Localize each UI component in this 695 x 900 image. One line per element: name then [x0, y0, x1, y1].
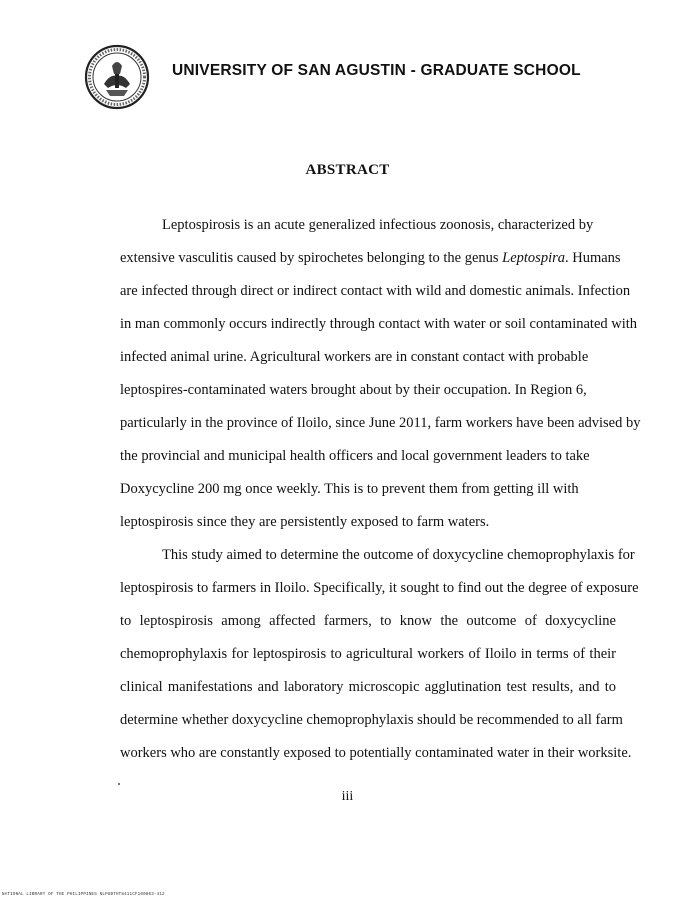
- paragraph-line: leptospirosis since they are persistently exposed to farm waters.: [120, 514, 490, 530]
- paragraph-line: particularly in the province of Iloilo, since June 2011, farm workers have been advised by: [120, 415, 641, 431]
- paragraph-line: Leptospirosis is an acute generalized infectious zoonosis, characterized by: [162, 217, 594, 233]
- paragraph-line: chemoprophylaxis for leptospirosis to agricultural workers of Iloilo in terms of their: [120, 646, 616, 662]
- paragraph-line-text: extensive vasculitis caused by spirochetes belonging to the genus: [120, 250, 503, 266]
- abstract-heading: ABSTRACT: [305, 162, 390, 178]
- paragraph-line: in man commonly occurs indirectly through contact with water or soil contaminated with: [120, 316, 638, 332]
- paragraph-line: This study aimed to determine the outcome of doxycycline chemoprophylaxis for: [162, 547, 635, 563]
- paragraph-line: Doxycycline 200 mg once weekly. This is to prevent them from getting ill with: [120, 481, 579, 497]
- paragraph-line-text: . Humans: [565, 250, 621, 266]
- paragraph-line: leptospires-contaminated waters brought about by their occupation. In Region 6,: [120, 382, 587, 398]
- genus-name: Leptospira: [502, 250, 565, 266]
- paragraph-line: are infected through direct or indirect contact with wild and domestic animals. Infection: [120, 283, 631, 299]
- page-number: iii: [341, 789, 354, 804]
- university-seal-icon: [84, 44, 150, 110]
- paragraph-line: determine whether doxycycline chemoprophylaxis should be recommended to all farm: [120, 712, 623, 728]
- paragraph-line: workers who are constantly exposed to potentially contaminated water in their worksite.: [120, 745, 632, 761]
- paragraph-line: the provincial and municipal health officers and local government leaders to take: [120, 448, 590, 464]
- scan-speck: [118, 783, 120, 785]
- footer-stamp: NATIONAL LIBRARY OF THE PHILIPPINES NLPUBTHT8411CF100803-412: [2, 893, 165, 897]
- paragraph-line: clinical manifestations and laboratory microscopic agglutination test results, and to: [120, 679, 616, 695]
- paragraph-line: infected animal urine. Agricultural workers are in constant contact with probable: [120, 349, 589, 365]
- paragraph-line: leptospirosis to farmers in Iloilo. Specifically, it sought to find out the degree of exposure: [120, 580, 639, 596]
- header-title: UNIVERSITY OF SAN AGUSTIN - GRADUATE SCHOOL: [172, 62, 581, 79]
- paragraph-line: to leptospirosis among affected farmers, to know the outcome of doxycycline: [120, 613, 616, 629]
- paragraph-line: [120, 251, 621, 266]
